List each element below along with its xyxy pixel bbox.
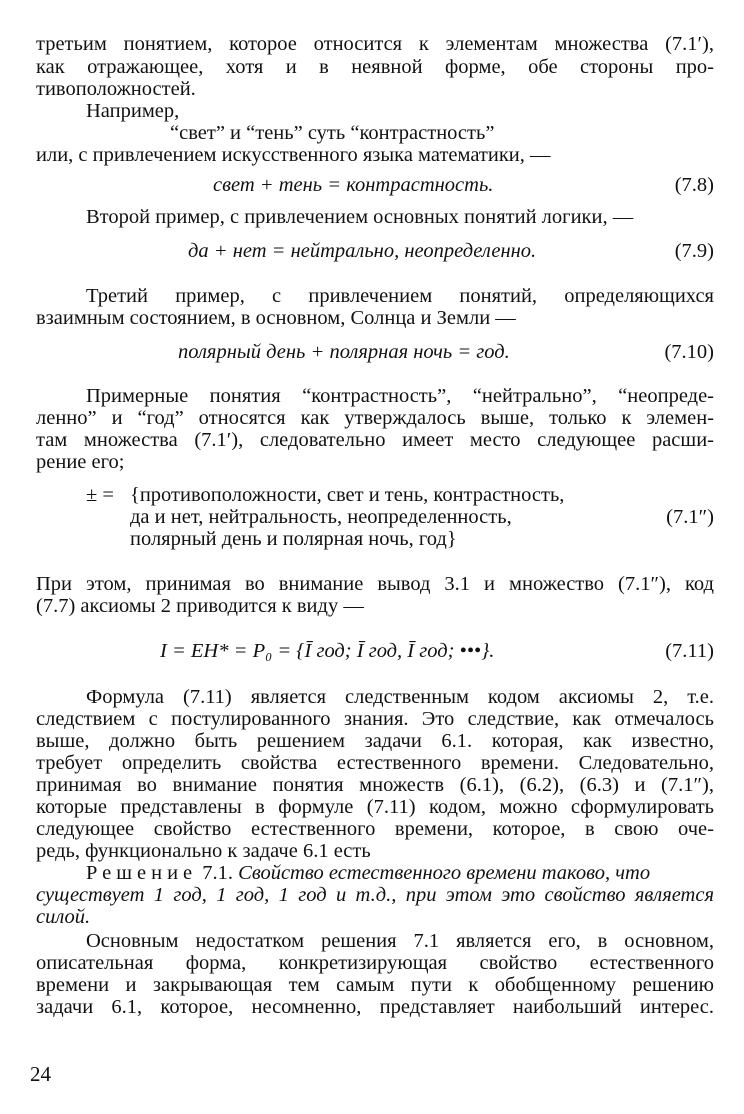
set-symbol: ± =: [86, 484, 114, 506]
equation-number: (7.8): [674, 174, 714, 196]
text-line: “свет” и “тень” суть “контрастность”: [170, 122, 495, 144]
text-line: описательная форма, конкретизирующая свойство естественного: [36, 952, 714, 974]
text-line: задачи 6.1, которое, несомненно, представляет наибольший интерес.: [36, 996, 714, 1018]
text-line: требует определить свойства естественного времени. Следовательно,: [36, 752, 714, 774]
solution-label: Решение: [86, 862, 198, 884]
equation-number: (7.11): [665, 640, 714, 662]
text-line: третьим понятием, которое относится к элементам множества (7.1′),: [36, 33, 714, 55]
text-line: следствием с постулированного знания. Это следствие, как отмечалось: [36, 708, 714, 730]
text-line: времени и закрывающая тем самым пути к обобщенному решению: [36, 974, 714, 996]
set-line: полярный день и полярная ночь, год}: [130, 528, 457, 550]
equation-number: (7.10): [664, 341, 714, 363]
text-line: или, с привлечением искусственного языка математики, —: [36, 144, 551, 166]
set-line: да и нет, нейтральность, неопределенность,: [130, 506, 512, 528]
text-line: ленно” и “год” относятся как утверждалось выше, только к элемен-: [36, 407, 714, 429]
solution-text: Свойство естественного времени таково, что: [238, 862, 651, 884]
text-line: Основным недостатком решения 7.1 является его, в основном,: [86, 930, 714, 952]
equation-7-8: свет + тень = контрастность.: [213, 174, 494, 196]
text-line: (7.7) аксиомы 2 приводится к виду —: [36, 595, 364, 617]
text-line: там множества (7.1′), следовательно имеет место следующее расши-: [36, 429, 714, 451]
set-line: {противоположности, свет и тень, контрастность,: [130, 484, 565, 506]
text-line: Например,: [86, 100, 180, 122]
text-line: Третий пример, с привлечением понятий, определяющихся: [86, 285, 714, 307]
solution-line: [86, 862, 714, 884]
text-line: Второй пример, с привлечением основных понятий логики, —: [86, 206, 634, 228]
text-line: рение его;: [36, 451, 125, 473]
equation-number: (7.1″): [666, 506, 714, 528]
equation-number: (7.9): [674, 240, 714, 262]
text-line: редь, функционально к задаче 6.1 есть: [36, 840, 371, 862]
equation-7-11: I = EH* = P₀ = {Ī год; Ī год, Ī год; •••}.: [160, 640, 495, 662]
text-line: Формула (7.11) является следственным кодом аксиомы 2, т.е.: [86, 686, 714, 708]
text-line: силой.: [36, 906, 91, 928]
text-line: как отражающее, хотя и в неявной форме, обе стороны про-: [36, 56, 714, 78]
text-line: При этом, принимая во внимание вывод 3.1 и множество (7.1″), код: [36, 573, 714, 595]
text-line: существует 1 год, 1 год, 1 год и т.д., при этом это свойство является: [36, 884, 714, 906]
text-line: принимая во внимание понятия множеств (6.1), (6.2), (6.3) и (7.1″),: [36, 774, 714, 796]
equation-7-10: полярный день + полярная ночь = год.: [178, 341, 510, 363]
text-line: следующее свойство естественного времени, которое, в свою оче-: [36, 818, 714, 840]
solution-number: 7.1.: [202, 862, 234, 884]
text-line: которые представлены в формуле (7.11) кодом, можно сформулировать: [36, 796, 714, 818]
text-line: тивоположностей.: [36, 78, 196, 100]
equation-7-9: да + нет = нейтрально, неопределенно.: [188, 240, 537, 262]
text-line: выше, должно быть решением задачи 6.1. которая, как известно,: [36, 730, 714, 752]
page-number: 24: [30, 1062, 51, 1086]
text-line: взаимным состоянием, в основном, Солнца и Земли —: [36, 307, 516, 329]
text-line: Примерные понятия “контрастность”, “нейтрально”, “неопреде-: [86, 385, 714, 407]
